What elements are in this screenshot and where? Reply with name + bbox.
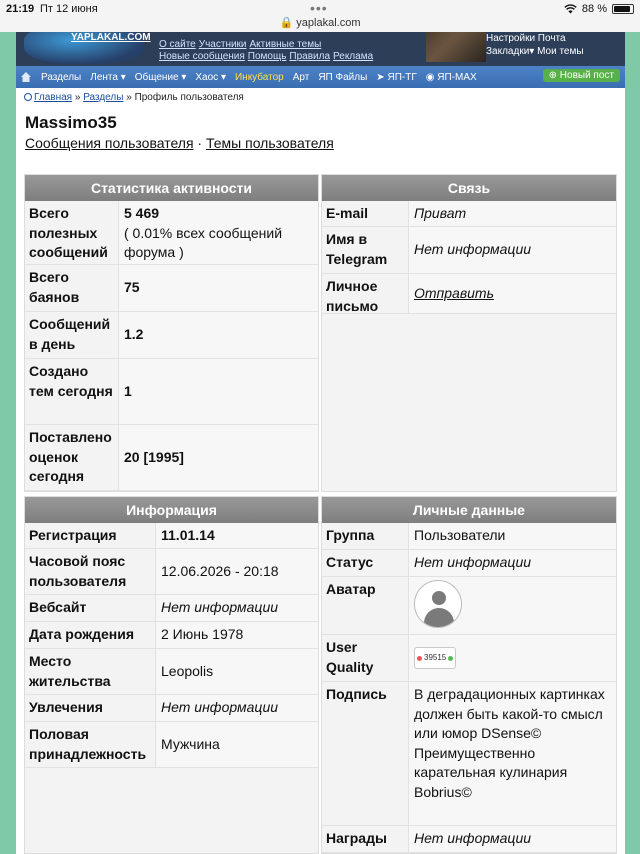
stats-row <box>25 201 318 265</box>
user-links-separator: · <box>197 135 203 151</box>
stats-title: Статистика активности <box>25 175 318 201</box>
breadcrumb <box>24 92 244 103</box>
user-posts-link[interactable]: Сообщения пользователя <box>25 135 194 151</box>
nav-item-label: Арт <box>292 71 310 83</box>
breadcrumb-sep: » <box>126 92 132 103</box>
plus-icon: ⊕ <box>548 70 557 81</box>
header-link[interactable]: Реклама <box>333 51 374 62</box>
stats-row <box>25 312 318 359</box>
header-link[interactable]: Правила <box>289 51 331 62</box>
battery-fill <box>614 6 630 12</box>
address-url: yaplakal.com <box>296 17 361 29</box>
info-row <box>25 649 318 695</box>
header-link[interactable]: Новые сообщения <box>159 51 245 62</box>
info-value: Нет информации <box>156 595 318 621</box>
nav-item-label: Лента ▾ <box>90 71 126 83</box>
contact-title: Связь <box>322 175 616 201</box>
info-label: Половая принадлежность <box>25 722 156 767</box>
stats-value: 1.2 <box>119 312 318 358</box>
personal-label: User Quality <box>322 635 409 681</box>
personal-row <box>322 682 616 826</box>
stats-value-main: 5 469 <box>124 205 160 221</box>
contact-label: Имя в Telegram <box>322 227 409 273</box>
stats-label: Всего полезных сообщений <box>25 201 119 264</box>
contact-label: E-mail <box>322 201 409 226</box>
info-value: Нет информации <box>156 695 318 721</box>
stats-label: Сообщений в день <box>25 312 119 358</box>
info-row <box>25 523 318 549</box>
stats-row <box>25 425 318 491</box>
stats-label: Поставлено оценок сегодня <box>25 425 119 490</box>
contact-value: Нет информации <box>409 227 616 273</box>
personal-value <box>409 577 616 634</box>
ios-status-bar <box>0 0 640 32</box>
contact-row <box>322 227 616 274</box>
signature-text: В деградационных картинках должен быть какой-то смысл или юмор DSense© Преимущественно карательная кулинария Bobrius© <box>409 682 616 825</box>
breadcrumb-sections[interactable]: Разделы <box>83 92 124 103</box>
stats-panel <box>24 174 319 492</box>
avatar-head <box>432 591 446 605</box>
breadcrumb-home-icon <box>24 93 32 101</box>
info-label: Дата рождения <box>25 622 156 648</box>
max-icon: ◉ <box>425 71 438 83</box>
stats-row <box>25 359 318 425</box>
lock-icon: 🔒 <box>279 17 294 29</box>
personal-title: Личные данные <box>322 497 616 523</box>
nav-item-label: Разделы <box>41 71 82 83</box>
nav-item[interactable] <box>41 72 81 83</box>
stats-value-sub: ( 0.01% всех сообщений форума ) <box>124 224 283 260</box>
profile-content <box>16 88 625 854</box>
stats-label: Всего баянов <box>25 265 119 311</box>
nav-item[interactable] <box>135 72 187 83</box>
personal-value <box>409 635 616 681</box>
breadcrumb-home[interactable]: Главная <box>34 92 73 103</box>
info-value: 2 Июнь 1978 <box>156 622 318 648</box>
header-link[interactable]: Участники <box>198 39 247 50</box>
info-value: 11.01.14 <box>156 523 318 548</box>
plus-dot-icon <box>448 656 453 661</box>
nav-item-label: ЯП-ТГ <box>387 71 417 83</box>
stats-label: Создано тем сегодня <box>25 359 119 424</box>
nav-item[interactable] <box>293 72 310 83</box>
contact-value[interactable]: Отправить <box>409 274 616 313</box>
personal-label: Подпись <box>322 682 409 825</box>
personal-label: Статус <box>322 550 409 576</box>
user-links <box>25 135 334 151</box>
header-link[interactable]: Активные темы <box>249 39 322 50</box>
header-user-menu <box>486 32 584 58</box>
personal-row <box>322 826 616 853</box>
personal-row <box>322 523 616 550</box>
personal-value: Пользователи <box>409 523 616 549</box>
breadcrumb-sep: » <box>74 92 81 103</box>
personal-panel <box>321 496 617 854</box>
info-label: Регистрация <box>25 523 156 548</box>
info-row <box>25 695 318 722</box>
personal-label: Награды <box>322 826 409 852</box>
stats-row <box>25 265 318 312</box>
nav-item-label: Инкубатор <box>234 71 284 83</box>
stats-value <box>119 201 318 264</box>
info-row <box>25 722 318 768</box>
nav-item-label: ЯП-MAX <box>437 71 477 83</box>
status-date: Пт 12 июня <box>40 3 98 15</box>
contact-value: Приват <box>409 201 616 226</box>
stats-value: 75 <box>119 265 318 311</box>
avatar-body <box>424 608 454 628</box>
stats-value: 20 [1995] <box>119 425 318 490</box>
main-nav <box>16 66 625 88</box>
header-link[interactable]: Помощь <box>247 51 287 62</box>
header-link[interactable]: О сайте <box>159 39 196 50</box>
info-title: Информация <box>25 497 318 523</box>
info-value: 12.06.2026 - 20:18 <box>156 549 318 594</box>
info-panel <box>24 496 319 854</box>
nav-item[interactable] <box>376 72 416 83</box>
status-right <box>564 3 634 15</box>
settings-mail-links[interactable]: Настройки Почта <box>486 33 566 44</box>
battery-percent: 88 % <box>581 3 607 15</box>
personal-label: Группа <box>322 523 409 549</box>
nav-item[interactable] <box>426 72 477 83</box>
page-title: Massimo35 <box>25 113 117 132</box>
bookmarks-mytopics-links[interactable]: Закладки▾ Мои темы <box>486 46 584 57</box>
personal-row <box>322 550 616 577</box>
info-label: Часовой пояс пользователя <box>25 549 156 594</box>
avatar[interactable] <box>414 580 462 628</box>
logo-text[interactable]: YAPLAKAL.COM <box>71 32 151 43</box>
user-quality-badge[interactable] <box>414 647 456 669</box>
personal-value: Нет информации <box>409 550 616 576</box>
stats-value: 1 <box>119 359 318 424</box>
info-label: Вебсайт <box>25 595 156 621</box>
user-quality-value: 39515 <box>424 653 447 663</box>
header-links <box>159 39 376 63</box>
address-bar[interactable] <box>0 16 640 29</box>
wifi-icon <box>564 4 577 14</box>
user-topics-link[interactable]: Темы пользователя <box>205 135 334 151</box>
breadcrumb-current: Профиль пользователя <box>134 92 244 103</box>
info-row <box>25 622 318 649</box>
minus-dot-icon <box>417 656 422 661</box>
personal-label: Аватар <box>322 577 409 634</box>
telegram-icon: ➤ <box>376 71 388 83</box>
header-banner-image[interactable] <box>426 32 486 62</box>
info-value: Leopolis <box>156 649 318 694</box>
personal-row <box>322 635 616 682</box>
info-row <box>25 549 318 595</box>
info-label: Место жительства <box>25 649 156 694</box>
status-time: 21:19 <box>6 3 35 15</box>
nav-item[interactable] <box>318 72 367 83</box>
nav-item[interactable] <box>235 72 284 83</box>
nav-item-label: ЯП Файлы <box>318 71 368 83</box>
nav-item[interactable] <box>90 72 125 83</box>
home-icon[interactable] <box>20 71 32 83</box>
contact-row <box>322 201 616 227</box>
info-value: Мужчина <box>156 722 318 767</box>
new-post-label: Новый пост <box>559 70 614 81</box>
contact-panel <box>321 174 617 492</box>
info-label: Увлечения <box>25 695 156 721</box>
nav-item-label: Общение ▾ <box>134 71 187 83</box>
personal-value: Нет информации <box>409 826 616 852</box>
site-header <box>16 32 625 66</box>
personal-row <box>322 577 616 635</box>
contact-label: Личное письмо <box>322 274 409 313</box>
nav-item-label: Хаос ▾ <box>195 71 226 83</box>
nav-item[interactable] <box>195 72 226 83</box>
tab-dots-icon[interactable]: ••• <box>310 0 328 16</box>
contact-row <box>322 274 616 314</box>
battery-icon <box>612 4 634 14</box>
info-row <box>25 595 318 622</box>
new-post-button[interactable] <box>543 69 620 82</box>
